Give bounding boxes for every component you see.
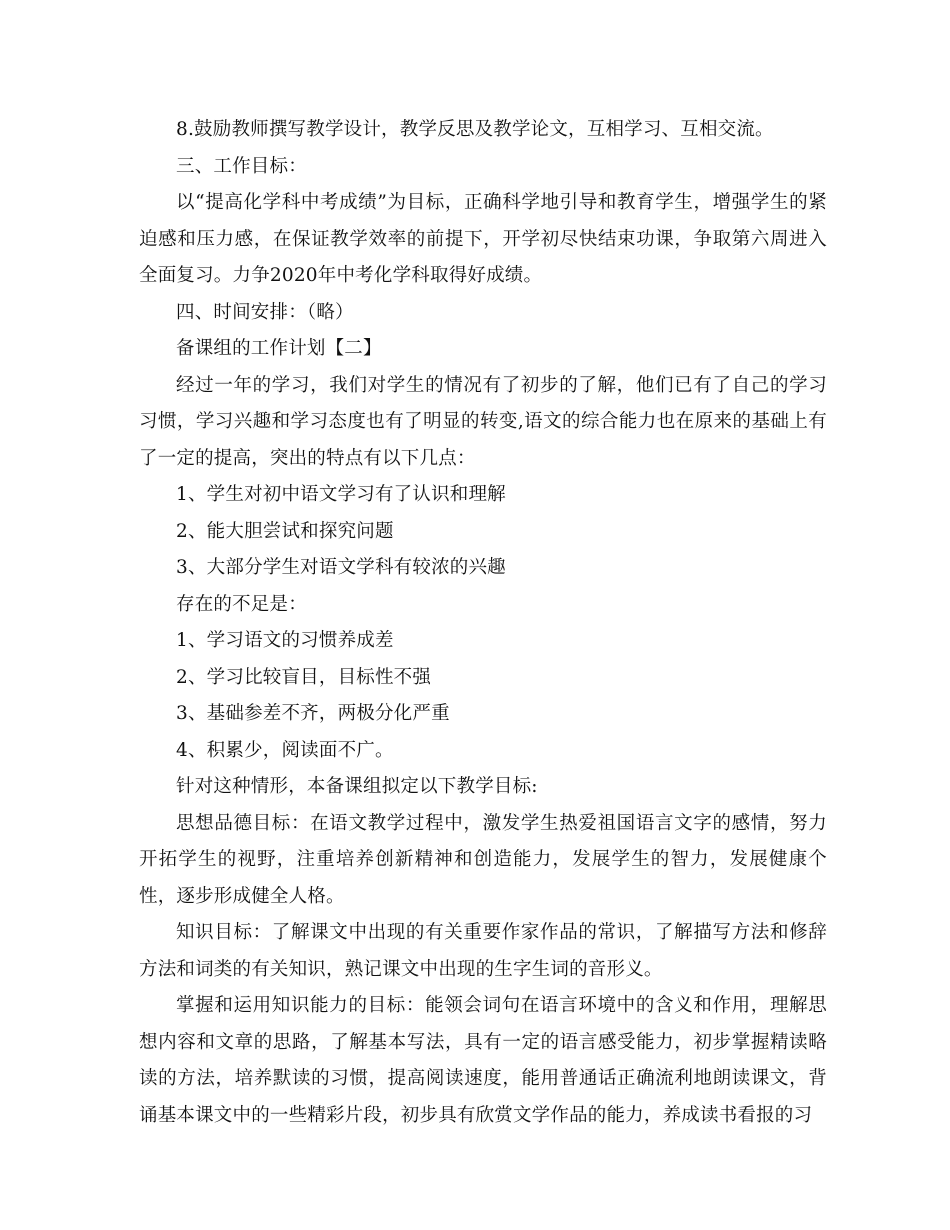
list-item-weakness-3: 3、基础参差不齐，两极分化严重 <box>176 703 450 724</box>
section-heading-work-goals: 三、工作目标： <box>176 155 307 177</box>
paragraph-knowledge-goal: 知识目标：了解课文中出现的有关重要作家作品的常识，了解描写方法和修辞方法和词类的有关知识，熟记课文中出现的生字生词的音形义。 <box>139 922 827 980</box>
list-item-weakness-4: 4、积累少，阅读面不广。 <box>176 739 394 761</box>
paragraph-work-goals: 以“提高化学科中考成绩”为目标，正确科学地引导和教育学生，增强学生的紧迫感和压力感，在保证教学效率的前提下，开学初尽快结束功课，争取第六周进入全面复习。力争2020年中考化学科取得好成绩。 <box>139 192 827 286</box>
list-item-strength-3: 3、大部分学生对语文学科有较浓的兴趣 <box>176 557 506 578</box>
list-item-weakness-1: 1、学习语文的习惯养成差 <box>176 630 394 651</box>
paragraph-goals-intro: 针对这种情形，本备课组拟定以下教学目标: <box>176 776 538 797</box>
paragraph-moral-goal: 思想品德目标：在语文教学过程中，激发学生热爱祖国语言文字的感情，努力开拓学生的视野，注重培养创新精神和创造能力，发展学生的智力，发展健康个性，逐步形成健全人格。 <box>139 812 827 907</box>
paragraph-ability-goal: 掌握和运用知识能力的目标：能领会词句在语言环境中的含义和作用，理解思想内容和文章的思路，了解基本写法，具有一定的语言感受能力，初步掌握精读略读的方法，培养默读的习惯，提高阅读速度，能用普通话正确流利地朗读课文，背诵基本课文中的一些精彩片段，初步具有欣赏文学作品的能力，养成读书看报的习 <box>139 995 827 1126</box>
paragraph-item-8: 8.鼓励教师撰写教学设计，教学反思及教学论文，互相学习、互相交流。 <box>176 119 774 140</box>
plan-title-two: 备课组的工作计划【二】 <box>176 338 382 359</box>
list-item-strength-1: 1、学生对初中语文学习有了认识和理解 <box>176 484 506 505</box>
paragraph-intro: 经过一年的学习，我们对学生的情况有了初步的了解，他们已有了自己的学习习惯，学习兴趣和学习态度也有了明显的转变,语文的综合能力也在原来的基础上有了一定的提高，突出的特点有以下几点： <box>139 374 827 469</box>
list-item-strength-2: 2、能大胆尝试和探究问题 <box>176 520 394 542</box>
list-item-weakness-2: 2、学习比较盲目，目标性不强 <box>176 666 432 688</box>
weakness-heading: 存在的不足是： <box>176 593 307 615</box>
section-heading-schedule: 四、时间安排：（略） <box>176 301 354 323</box>
document-body <box>139 112 827 1134</box>
